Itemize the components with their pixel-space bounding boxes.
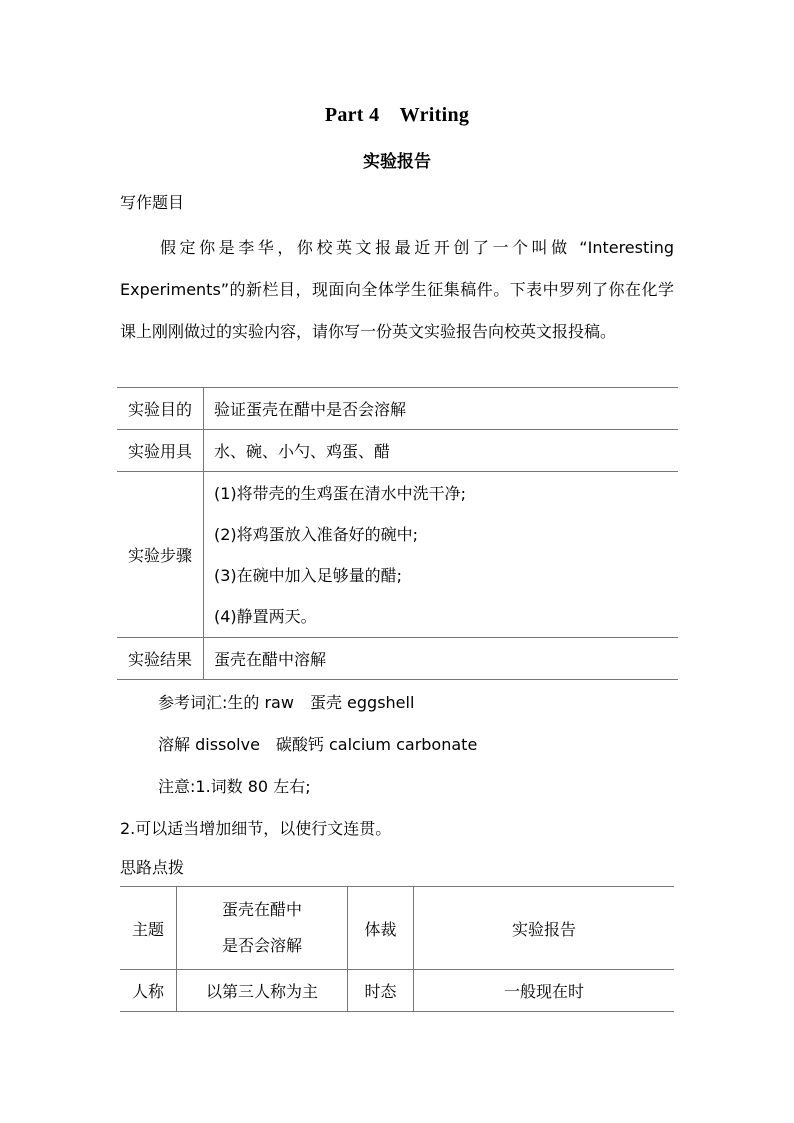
- tools-value: 水、碗、小勺、鸡蛋、醋: [204, 430, 679, 472]
- steps-label: 实验步骤: [117, 472, 204, 638]
- step-item: (4)静置两天。: [214, 606, 317, 626]
- page-title: Part 4 Writing: [324, 104, 470, 126]
- genre-label: 体裁: [348, 887, 414, 970]
- table-row: [120, 970, 674, 1012]
- step-item: (3)在碗中加入足够量的醋;: [214, 565, 403, 585]
- guide-heading: 思路点拨: [120, 858, 185, 877]
- guide-table: [120, 886, 674, 1012]
- table-row: [117, 638, 678, 680]
- steps-list: [204, 472, 679, 638]
- table-row: [117, 430, 678, 472]
- note-line-2: 2.可以适当增加细节，以使行文连贯。: [120, 819, 392, 838]
- table-row: [117, 388, 678, 430]
- topic-label: 主题: [120, 887, 177, 970]
- vocab-line-1: 参考词汇:生的 raw 蛋壳 eggshell: [158, 693, 415, 712]
- tools-label: 实验用具: [117, 430, 204, 472]
- task-heading: 写作题目: [120, 193, 185, 212]
- page-subtitle: 实验报告: [363, 152, 431, 172]
- person-value: 以第三人称为主: [177, 970, 348, 1012]
- experiment-table: [117, 387, 678, 680]
- result-value: 蛋壳在醋中溶解: [204, 638, 679, 680]
- step-item: (1)将带壳的生鸡蛋在清水中洗干净;: [214, 483, 467, 503]
- topic-value: 蛋壳在醋中 是否会溶解: [177, 887, 348, 970]
- purpose-label: 实验目的: [117, 388, 204, 430]
- table-row: [117, 472, 678, 638]
- step-item: (2)将鸡蛋放入准备好的碗中;: [214, 524, 419, 544]
- note-line-1: 注意:1.词数 80 左右;: [158, 777, 311, 796]
- vocab-line-2: 溶解 dissolve 碳酸钙 calcium carbonate: [158, 735, 478, 754]
- task-prompt: 假定你是李华，你校英文报最近开创了一个叫做 “Interesting Experiments”的新栏目，现面向全体学生征集稿件。下表中罗列了你在化学课上刚刚做过的实验内容，请你写一份英文实验报告向校英文报投稿。: [120, 238, 674, 341]
- result-label: 实验结果: [117, 638, 204, 680]
- table-row: [120, 887, 674, 970]
- person-label: 人称: [120, 970, 177, 1012]
- tense-label: 时态: [348, 970, 414, 1012]
- tense-value: 一般现在时: [414, 970, 675, 1012]
- genre-value: 实验报告: [414, 887, 675, 970]
- purpose-value: 验证蛋壳在醋中是否会溶解: [204, 388, 679, 430]
